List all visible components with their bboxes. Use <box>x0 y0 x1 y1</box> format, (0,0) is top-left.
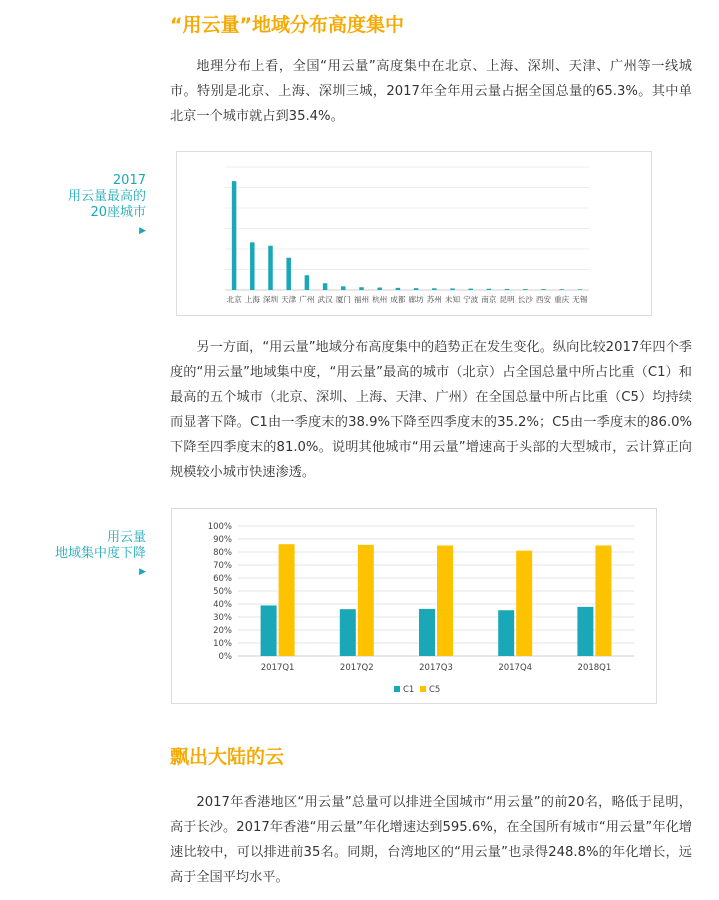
chart2-xtick-label: 2017Q4 <box>498 663 533 673</box>
chart1-bar <box>377 288 382 290</box>
chart1-bar <box>487 289 492 290</box>
section-title-overseas: 飘出大陆的云 <box>170 746 285 768</box>
chart2-label-line2: 地域集中度下降 <box>54 546 146 561</box>
chart1-bar <box>286 258 291 290</box>
chart-top-cities-svg <box>177 152 651 315</box>
chart1-bar <box>341 286 346 290</box>
chart2-bar-c1 <box>577 607 593 656</box>
chart1-tick-label: 深圳 <box>262 295 279 304</box>
chart1-tick-label: 未知 <box>444 295 461 304</box>
chart2-ytick-label: 20% <box>213 626 232 636</box>
chart1-tick-label: 西安 <box>535 295 552 304</box>
chart2-bar-c1 <box>261 605 277 656</box>
chart1-tick-label: 成都 <box>390 295 406 304</box>
chart1-bar <box>250 242 255 290</box>
chart1-bar <box>268 246 273 290</box>
chart1-bar <box>432 288 437 290</box>
chart1-bar <box>323 283 328 290</box>
chart1-bar <box>414 288 419 290</box>
legend-label-c1: C1 <box>403 685 415 695</box>
chart2-ytick-label: 10% <box>213 639 232 649</box>
chart1-tick-label: 苏州 <box>426 295 442 304</box>
chart1-tick-label: 廊坊 <box>408 295 424 304</box>
chart2-ytick-label: 70% <box>213 561 232 571</box>
chart1-tick-label: 昆明 <box>499 295 515 304</box>
chart1-tick-label: 杭州 <box>372 295 388 304</box>
chart1-label-year: 2017 <box>112 173 146 188</box>
chart1-bar <box>578 289 583 290</box>
paragraph-distribution: 地理分布上看，全国“用云量”高度集中在北京、上海、深圳、天津、广州等一线城市。特别是北京、上海、深圳三城，2017年全年用云量占据全国总量的65.3%。其中单北京一个城市就占到35.4%。 <box>170 59 692 124</box>
chart1-bar <box>541 289 546 290</box>
chart2-bar-c1 <box>419 609 435 656</box>
chart2-xtick-label: 2018Q1 <box>577 663 612 673</box>
chart2-ytick-label: 80% <box>213 548 232 558</box>
chart1-tick-label: 厦门 <box>335 295 351 304</box>
chart2-ytick-label: 90% <box>213 535 232 545</box>
legend-label-c5: C5 <box>429 685 441 695</box>
chart-top-cities <box>176 151 652 316</box>
chart1-bar <box>450 288 455 290</box>
chart-concentration <box>171 508 657 704</box>
chart2-ytick-label: 40% <box>213 600 232 610</box>
chart2-ytick-label: 50% <box>213 587 232 597</box>
chart1-tick-label: 天津 <box>281 295 297 304</box>
chart2-bar-c5 <box>595 546 611 657</box>
paragraph-concentration: 另一方面，“用云量”地域分布高度集中的趋势正在发生变化。纵向比较2017年四个季度的“用云量”地域集中度，“用云量”最高的城市（北京）占全国总量中所占比重（C1）和最高的五个城市（北京、深圳、上海、天津、广州）在全国总量中所占比重（C5）均持续而显著下降。C1由一季度末的38.9%下降至四季度末的35.2%；C5由一季度末的86.0%下降至四季度末的81.0%。说明其他城市“用云量”增速高于头部的大型城市，云计算正向规模较小城市快速渗透。 <box>170 340 692 480</box>
chart2-xtick-label: 2017Q1 <box>260 663 295 673</box>
chart-concentration-svg <box>172 509 656 703</box>
chart2-bar-c5 <box>516 551 532 656</box>
chart2-ytick-label: 30% <box>213 613 232 623</box>
chart2-ytick-label: 100% <box>207 522 232 532</box>
chart2-ytick-label: 0% <box>218 652 232 662</box>
chart1-tick-label: 北京 <box>226 295 242 304</box>
chart2-xtick-label: 2017Q2 <box>339 663 374 673</box>
chart1-side-label <box>68 173 146 239</box>
chart2-xtick-label: 2017Q3 <box>419 663 453 673</box>
legend-swatch-c1 <box>394 686 400 692</box>
chart2-ytick-label: 60% <box>213 574 232 584</box>
chart2-bar-c1 <box>340 609 356 656</box>
chart1-bar <box>559 289 564 290</box>
chart1-tick-label: 无锡 <box>572 295 588 304</box>
chart1-tick-label: 广州 <box>299 295 315 304</box>
chart2-arrow-icon: ▶ <box>139 567 146 577</box>
chart1-label-line3: 20座城市 <box>90 205 146 220</box>
paragraph-overseas: 2017年香港地区“用云量”总量可以排进全国城市“用云量”的前20名，略低于昆明，高于长沙。2017年香港“用云量”年化增速达到595.6%，在全国所有城市“用云量”年化增速比较中，可以排进前35名。同期，台湾地区的“用云量”也录得248.8%的年化增长，远高于全国平均水平。 <box>170 795 692 885</box>
chart1-tick-label: 长沙 <box>517 295 533 304</box>
chart1-bar <box>523 289 528 290</box>
chart2-label-line1: 用云量 <box>106 530 146 545</box>
chart1-tick-label: 宁波 <box>463 295 479 304</box>
chart1-tick-label: 南京 <box>481 295 497 304</box>
chart1-tick-label: 福州 <box>353 295 370 304</box>
chart1-label-line2: 用云量最高的 <box>67 189 146 204</box>
chart1-tick-label: 武汉 <box>317 295 333 304</box>
chart1-arrow-icon: ▶ <box>139 226 146 236</box>
section-title-distribution: “用云量”地域分布高度集中 <box>170 14 404 36</box>
chart1-bar <box>505 289 510 290</box>
chart2-side-label <box>55 530 146 580</box>
chart1-bar <box>396 288 401 290</box>
chart1-tick-label: 上海 <box>244 295 260 304</box>
chart1-tick-label: 重庆 <box>554 295 570 304</box>
chart1-bar <box>468 289 473 290</box>
chart1-bar <box>305 275 310 290</box>
chart2-bar-c5 <box>358 545 374 656</box>
chart2-bar-c5 <box>279 544 295 656</box>
chart1-bar <box>232 181 237 290</box>
chart2-bar-c5 <box>437 546 453 657</box>
legend-swatch-c5 <box>420 686 426 692</box>
chart2-bar-c1 <box>498 610 514 656</box>
chart1-bar <box>359 287 364 290</box>
